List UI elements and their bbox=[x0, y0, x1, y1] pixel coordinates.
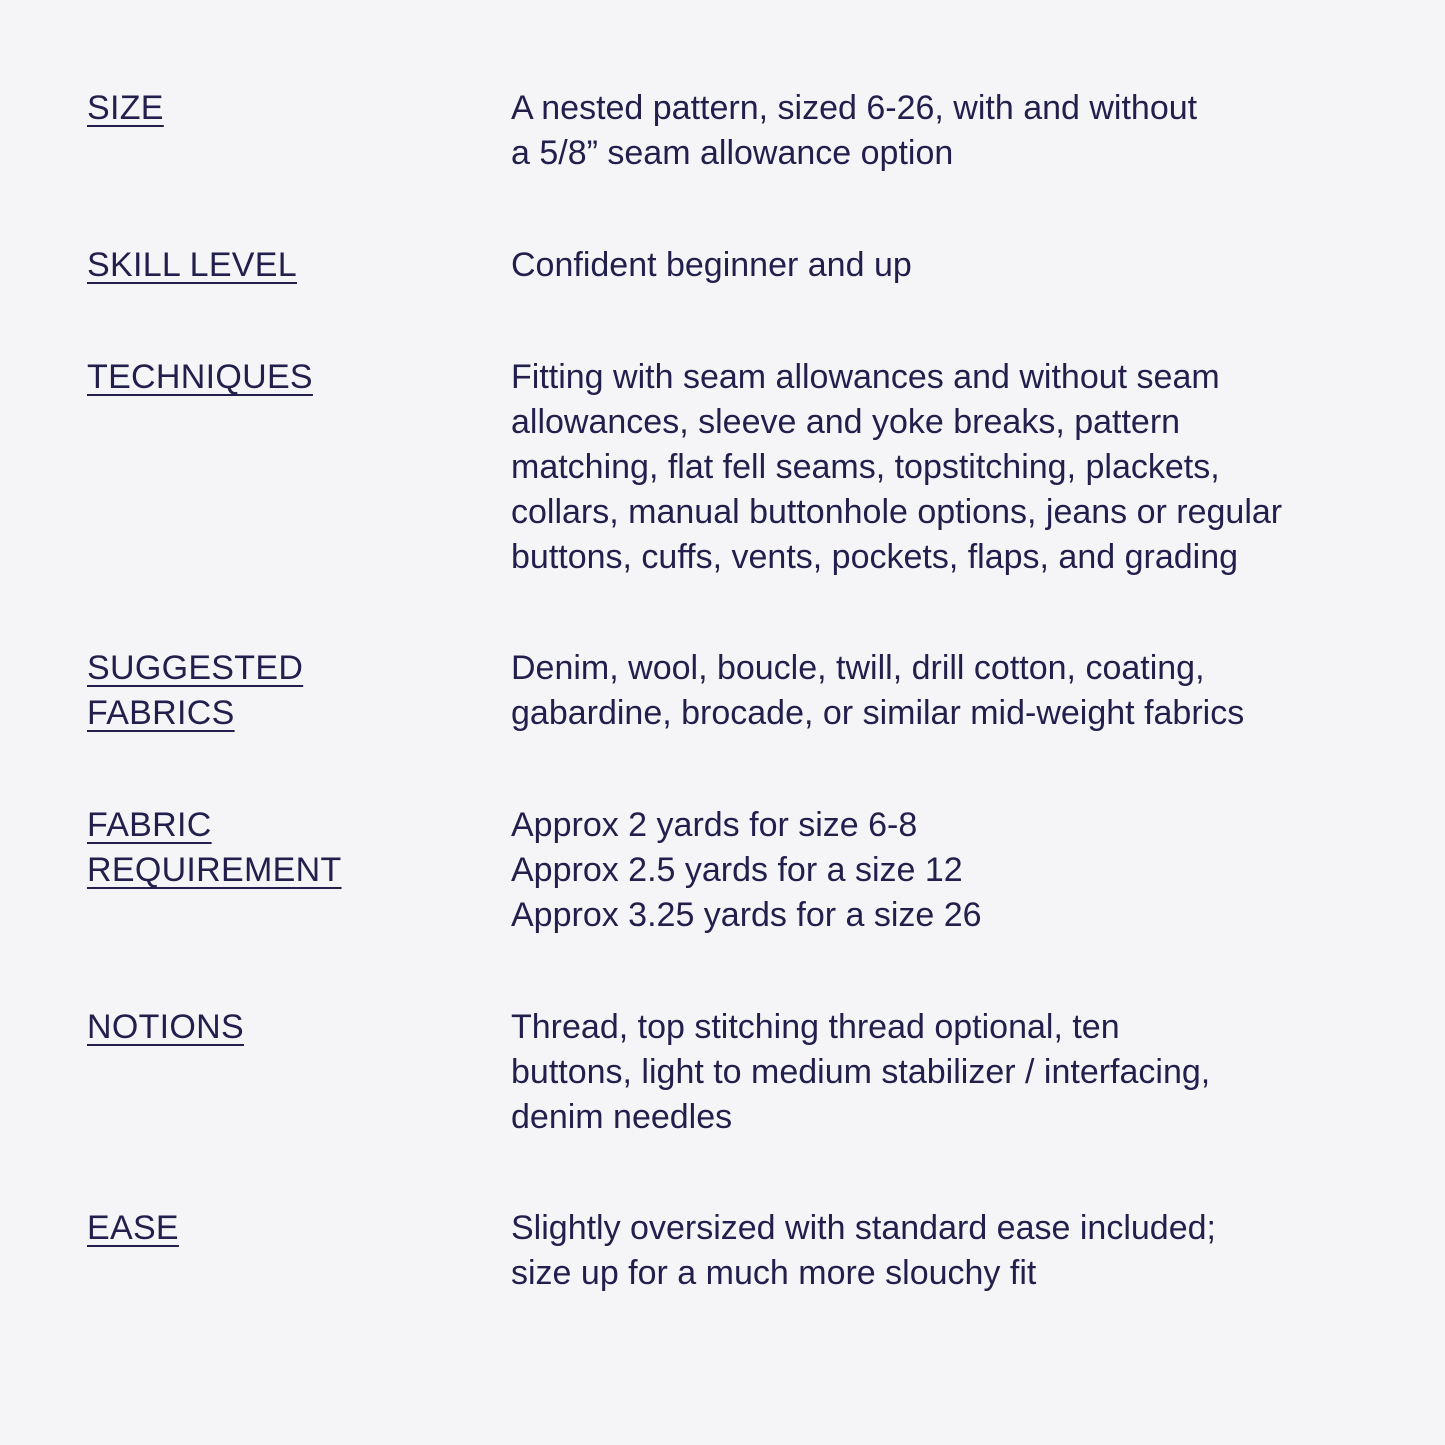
spec-label-line: FABRIC bbox=[87, 806, 212, 844]
spec-label-line: SUGGESTED bbox=[87, 649, 304, 687]
spec-label-line: NOTIONS bbox=[87, 1008, 244, 1046]
spec-label-notions bbox=[87, 1005, 467, 1050]
spec-label-size bbox=[87, 86, 467, 131]
spec-value-size: A nested pattern, sized 6-26, with and without a 5/8” seam allowance option bbox=[511, 89, 1198, 172]
spec-label-suggested-fabrics bbox=[87, 646, 467, 736]
spec-value-techniques: Fitting with seam allowances and without seam allowances, sleeve and yoke breaks, pattern matching, flat fell seams, topstitching, plackets, collars, manual buttonhole options, jeans or regular buttons, cuffs, vents, pockets, flaps, and grading bbox=[511, 358, 1283, 576]
spec-label-fabric-requirement bbox=[87, 803, 467, 893]
spec-value-fabric-requirement: Approx 2 yards for size 6-8 Approx 2.5 yards for a size 12 Approx 3.25 yards for a size 26 bbox=[511, 806, 982, 934]
spec-label-skill-level bbox=[87, 243, 467, 288]
spec-value-skill-level: Confident beginner and up bbox=[511, 246, 912, 284]
spec-label-techniques bbox=[87, 355, 467, 400]
spec-label-ease bbox=[87, 1206, 467, 1251]
spec-label-line: SIZE bbox=[87, 89, 164, 127]
spec-label-line: SKILL LEVEL bbox=[87, 246, 297, 284]
spec-value-suggested-fabrics: Denim, wool, boucle, twill, drill cotton, coating, gabardine, brocade, or similar mid-weight fabrics bbox=[511, 649, 1245, 732]
spec-label-line: FABRICS bbox=[87, 694, 235, 732]
spec-label-line: REQUIREMENT bbox=[87, 851, 342, 889]
spec-label-line: TECHNIQUES bbox=[87, 358, 313, 396]
spec-value-ease: Slightly oversized with standard ease included; size up for a much more slouchy fit bbox=[511, 1209, 1216, 1292]
spec-label-line: EASE bbox=[87, 1209, 179, 1247]
spec-value-notions: Thread, top stitching thread optional, ten buttons, light to medium stabilizer / interfacing, denim needles bbox=[511, 1008, 1211, 1136]
